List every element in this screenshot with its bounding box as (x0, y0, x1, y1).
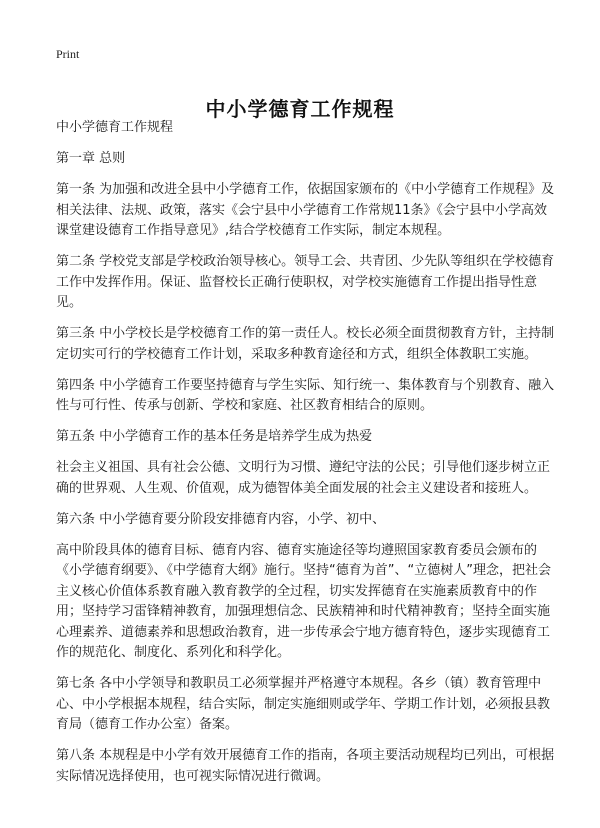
print-link[interactable]: Print (56, 47, 80, 61)
article-6-continued: 高中阶段具体的德育目标、德育内容、德育实施途径等均遵照国家教育委员会颁布的《小学德育纲要》、《中学德育大纲》施行。坚持“德育为首”、“立德树人”理念，把社会主义核心价值体系教育融入教育教学的全过程，切实发挥德育在实施素质教育中的作用；坚持学习雷锋精神教育，加强理想信念、民族精神和时代精神教育；坚持全面实施心理素养、道德素养和思想政治教育，进一步传承会宁地方德育特色，逐步实现德育工作的规范化、制度化、系列化和科学化。 (56, 542, 551, 660)
article-6: 第六条 中小学德育要分阶段安排德育内容，小学、初中、 (56, 511, 386, 527)
chapter-heading: 第一章 总则 (56, 151, 126, 166)
article-2: 第二条 学校党支部是学校政治领导核心。领导工会、共青团、少先队等组织在学校德育工作中发挥作用。保证、监督校长正确行使职权，对学校实施德育工作提出指导性意见。 (56, 254, 555, 310)
article-5: 第五条 中小学德育工作的基本任务是培养学生成为热爱 (56, 429, 373, 444)
document-body (56, 118, 556, 798)
article-8: 第八条 本规程是中小学有效开展德育工作的指南，各项主要活动规程均已列出，可根据实际情况选择使用，也可视实际情况进行微调。 (56, 748, 555, 784)
article-4: 第四条 中小学德育工作要坚持德育与学生实际、知行统一、集体教育与个别教育、融入性与可行性、传承与创新、学校和家庭、社区教育相结合的原则。 (56, 377, 555, 413)
article-7: 第七条 各中小学领导和教职员工必须掌握并严格遵守本规程。各乡（镇）教育管理中心、中小学根据本规程，结合实际，制定实施细则或学年、学期工作计划，必须报县教育局（德育工作办公室）备案。 (56, 676, 551, 732)
page-title: 中小学德育工作规程 (205, 97, 395, 122)
article-5-continued: 社会主义祖国、具有社会公德、文明行为习惯、遵纪守法的公民；引导他们逐步树立正确的世界观、人生观、价值观，成为德智体美全面发展的社会主义建设者和接班人。 (56, 460, 551, 496)
article-1: 第一条 为加强和改进全县中小学德育工作，依据国家颁布的《中小学德育工作规程》及相关法律、法规、政策，落实《会宁县中小学德育工作常规11条》《会宁县中小学高效课堂建设德育工作指导意见》,结合学校德育工作实际，制定本规程。 (56, 182, 555, 238)
article-3: 第三条 中小学校长是学校德育工作的第一责任人。校长必须全面贯彻教育方针，主持制定切实可行的学校德育工作计划，采取多种教育途径和方式，组织全体教职工实施。 (56, 326, 555, 362)
document-subtitle: 中小学德育工作规程 (56, 120, 174, 135)
